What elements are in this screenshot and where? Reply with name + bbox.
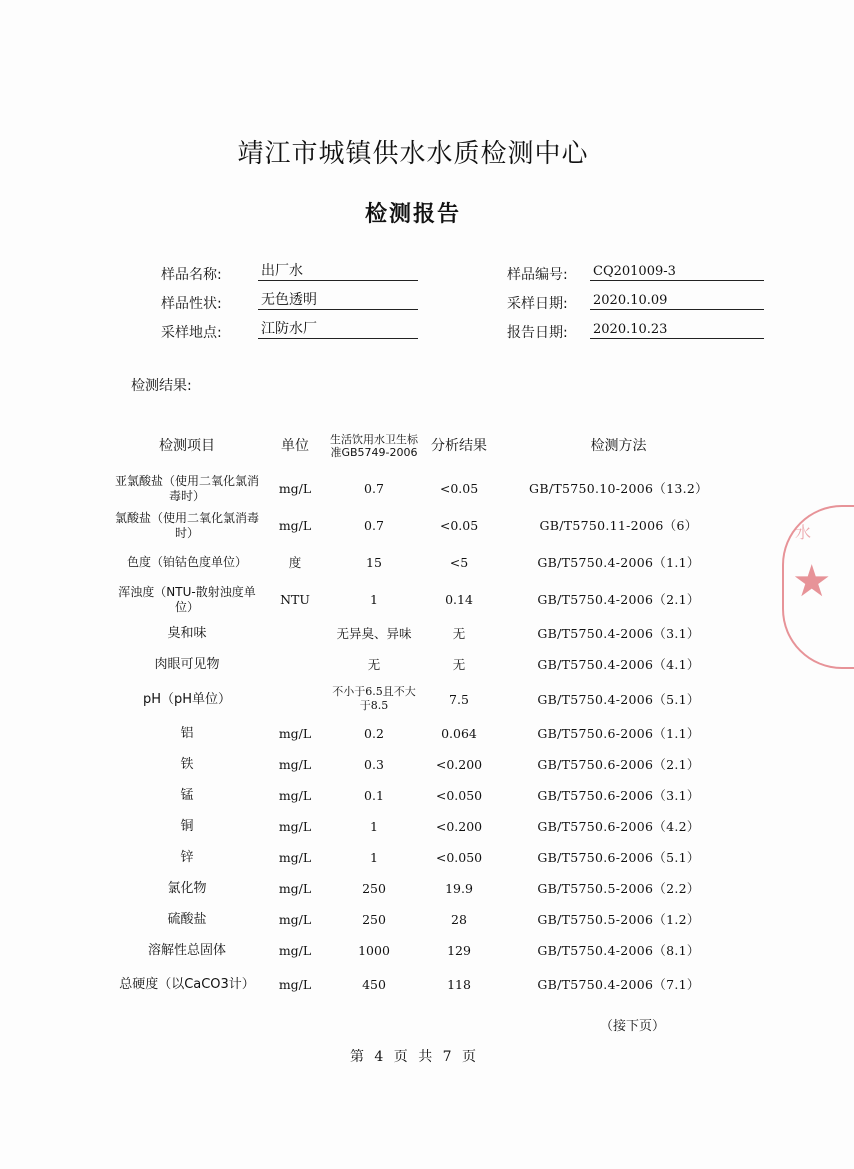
- limit-cell: 0.7: [364, 481, 384, 496]
- result-cell: 0.14: [445, 592, 473, 607]
- sample-date-label: 采样日期:: [507, 296, 568, 312]
- report-title: 检测报告: [364, 202, 461, 227]
- item-cell: 锰: [180, 788, 194, 803]
- org-name: 靖江市城镇供水水质检测中心: [237, 139, 589, 169]
- method-cell: GB/T5750.4-2006（7.1）: [537, 977, 700, 992]
- unit-cell: mg/L: [278, 518, 312, 533]
- unit-cell: mg/L: [278, 788, 312, 803]
- continue-note: （接下页）: [600, 1019, 666, 1034]
- sample-name-value: 出厂水: [258, 262, 418, 281]
- results-label: 检测结果:: [131, 378, 192, 394]
- limit-cell: 15: [366, 555, 382, 570]
- method-cell: GB/T5750.6-2006（3.1）: [537, 788, 700, 803]
- table-row: [113, 718, 738, 749]
- limit-cell: 无: [367, 657, 381, 672]
- item-cell: 溶解性总固体: [147, 943, 226, 958]
- result-cell: <0.200: [435, 819, 483, 834]
- table-row: [113, 680, 738, 718]
- limit-cell: 0.1: [364, 788, 384, 803]
- item-cell: 锌: [180, 850, 194, 865]
- table-row: [113, 904, 738, 935]
- table-row: [113, 507, 738, 544]
- result-cell: 28: [451, 912, 467, 927]
- method-cell: GB/T5750.4-2006（4.1）: [537, 657, 700, 672]
- sample-location-value: 江防水厂: [258, 320, 418, 339]
- seal-star-icon: ★: [792, 556, 832, 607]
- item-cell: 氯化物: [167, 881, 207, 896]
- method-cell: GB/T5750.6-2006（4.2）: [537, 819, 700, 834]
- unit-cell: mg/L: [278, 881, 312, 896]
- limit-cell: 0.3: [364, 757, 384, 772]
- table-row: [113, 618, 738, 649]
- item-cell: 铁: [180, 757, 194, 772]
- limit-cell: 450: [362, 977, 386, 992]
- limit-cell: 1000: [358, 943, 390, 958]
- sample-property-label: 样品性状:: [161, 296, 222, 312]
- method-cell: GB/T5750.4-2006（1.1）: [537, 555, 700, 570]
- table-row: [113, 749, 738, 780]
- method-cell: GB/T5750.4-2006（8.1）: [537, 943, 700, 958]
- sample-id-value: CQ201009-3: [590, 262, 764, 281]
- method-cell: GB/T5750.4-2006（5.1）: [537, 691, 700, 707]
- item-cell: 肉眼可见物: [154, 657, 220, 672]
- item-cell: 臭和味: [167, 626, 207, 641]
- method-cell: GB/T5750.4-2006（2.1）: [537, 592, 700, 607]
- unit-cell: mg/L: [278, 819, 312, 834]
- table-row: [113, 935, 738, 966]
- header-item: 检测项目: [159, 437, 215, 454]
- results-table: [113, 422, 738, 1003]
- unit-cell: mg/L: [278, 850, 312, 865]
- table-row: [113, 873, 738, 904]
- item-cell: 色度（铂钴色度单位）: [126, 555, 247, 569]
- table-row: [113, 780, 738, 811]
- method-cell: GB/T5750.10-2006（13.2）: [529, 481, 708, 496]
- method-cell: GB/T5750.5-2006（1.2）: [537, 912, 700, 927]
- method-cell: GB/T5750.6-2006（5.1）: [537, 850, 700, 865]
- result-cell: 无: [452, 626, 466, 641]
- method-cell: GB/T5750.6-2006（2.1）: [537, 757, 700, 772]
- table-row: [113, 649, 738, 680]
- method-cell: GB/T5750.6-2006（1.1）: [537, 726, 700, 741]
- sample-property-value: 无色透明: [258, 291, 418, 310]
- unit-cell: [261, 680, 329, 718]
- result-cell: 7.5: [449, 691, 469, 707]
- unit-cell: mg/L: [278, 943, 312, 958]
- method-cell: GB/T5750.5-2006（2.2）: [537, 881, 700, 896]
- result-cell: <5: [449, 555, 469, 570]
- limit-cell: 0.2: [364, 726, 384, 741]
- sample-date-value: 2020.10.09: [590, 291, 764, 310]
- table-row: [113, 811, 738, 842]
- limit-cell: 250: [362, 881, 386, 896]
- seal-stamp-glyph: 水: [795, 523, 812, 542]
- item-cell: 浑浊度（NTU-散射浊度单位）: [118, 584, 256, 614]
- item-cell: 氯酸盐（使用二氧化氯消毒时）: [114, 510, 259, 540]
- table-row: [113, 842, 738, 873]
- result-cell: 19.9: [445, 881, 473, 896]
- limit-cell: 1: [370, 850, 378, 865]
- unit-cell: mg/L: [278, 977, 312, 992]
- header-standard: 生活饮用水卫生标准GB5749-2006: [330, 433, 418, 459]
- limit-cell: 不小于6.5且不大于8.5: [332, 685, 416, 712]
- result-cell: <0.200: [435, 757, 483, 772]
- result-cell: <0.050: [435, 850, 483, 865]
- result-cell: <0.050: [435, 788, 483, 803]
- unit-cell: mg/L: [278, 481, 312, 496]
- table-row: [113, 966, 738, 1003]
- header-result: 分析结果: [431, 437, 487, 454]
- item-cell: pH（pH单位）: [142, 691, 232, 707]
- method-cell: GB/T5750.4-2006（3.1）: [537, 626, 700, 641]
- result-cell: <0.05: [439, 481, 479, 496]
- sample-id-label: 样品编号:: [507, 267, 568, 283]
- limit-cell: 1: [370, 819, 378, 834]
- limit-cell: 250: [362, 912, 386, 927]
- item-cell: 亚氯酸盐（使用二氧化氯消毒时）: [114, 473, 259, 503]
- page-number: 第 4 页 共 7 页: [349, 1049, 477, 1065]
- table-row: [113, 470, 738, 507]
- table-row: [113, 581, 738, 618]
- item-cell: 硫酸盐: [167, 912, 207, 927]
- header-method: 检测方法: [590, 437, 647, 454]
- header-unit: 单位: [281, 437, 309, 454]
- limit-cell: 1: [370, 592, 378, 607]
- table-header-row: [113, 422, 738, 470]
- result-cell: 0.064: [441, 726, 477, 741]
- method-cell: GB/T5750.11-2006（6）: [539, 518, 698, 533]
- unit-cell: mg/L: [278, 726, 312, 741]
- sample-name-label: 样品名称:: [161, 267, 222, 283]
- unit-cell: 度: [288, 555, 302, 570]
- result-cell: 无: [452, 657, 466, 672]
- unit-cell: [261, 618, 329, 649]
- unit-cell: mg/L: [278, 757, 312, 772]
- result-cell: 118: [447, 977, 471, 992]
- table-row: [113, 544, 738, 581]
- unit-cell: [261, 649, 329, 680]
- item-cell: 铝: [180, 726, 194, 741]
- result-cell: <0.05: [439, 518, 479, 533]
- item-cell: 铜: [180, 819, 194, 834]
- sample-location-label: 采样地点:: [161, 325, 222, 341]
- unit-cell: NTU: [280, 592, 310, 607]
- limit-cell: 0.7: [364, 518, 384, 533]
- result-cell: 129: [447, 943, 471, 958]
- item-cell: 总硬度（以CaCO3计）: [119, 977, 255, 992]
- unit-cell: mg/L: [278, 912, 312, 927]
- report-date-label: 报告日期:: [507, 325, 568, 341]
- limit-cell: 无异臭、异味: [336, 626, 412, 641]
- report-date-value: 2020.10.23: [590, 320, 764, 339]
